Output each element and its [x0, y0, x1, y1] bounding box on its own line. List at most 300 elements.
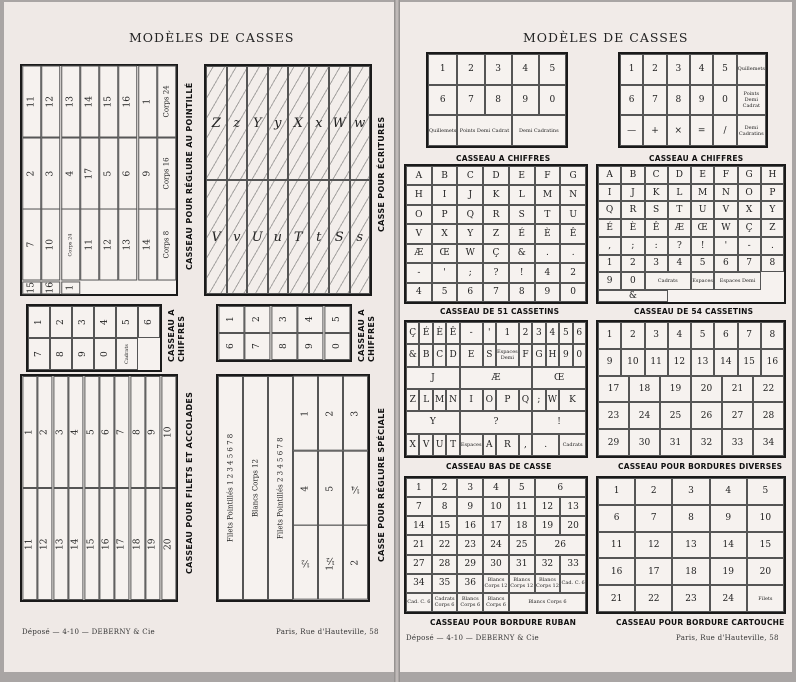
- cassetin: F: [519, 344, 532, 366]
- caption-51: CASSEAU DE 51 CASSETINS: [440, 307, 560, 316]
- cassetin: 12: [37, 488, 52, 600]
- cassetin: 22: [635, 585, 672, 612]
- cassetin: 1: [406, 478, 432, 497]
- footer-left: Déposé — 4-10 — DEBERNY & Cie: [406, 634, 539, 642]
- cassetin: 5: [691, 322, 714, 349]
- caption-bordure-cartouche: CASSEAU POUR BORDURE CARTOUCHE: [616, 618, 785, 627]
- cassetin: 2: [50, 306, 72, 338]
- casseau-chiffres-small-b: [216, 304, 352, 362]
- cassetin: 33: [722, 429, 753, 456]
- cassetin: 24: [710, 585, 747, 612]
- caption-chiffres-a: CASSEAU A CHIFFRES: [167, 309, 186, 362]
- cassetin: ?: [483, 263, 509, 282]
- cassetin: I: [598, 184, 621, 202]
- cassetin: 34: [753, 429, 784, 456]
- cassetin: 12: [99, 209, 118, 281]
- cassetin: Espaces: [691, 272, 714, 290]
- cassetin: 21: [406, 535, 432, 554]
- cassetin: T: [668, 201, 691, 219]
- footer-left: Déposé — 4-10 — DEBERNY & Cie: [22, 628, 155, 636]
- cassetin: 8: [672, 505, 709, 532]
- cassetin: 2: [621, 322, 644, 349]
- cassetin: 10: [41, 209, 60, 281]
- cassetin: 32: [691, 429, 722, 456]
- cassetin: 19: [710, 558, 747, 585]
- cassetin: M: [691, 184, 714, 202]
- cassetin: 0: [324, 333, 350, 360]
- cassetin: Y: [406, 411, 460, 433]
- cassetin: 9: [690, 85, 713, 116]
- cassetin: 28: [753, 402, 784, 429]
- cassetin: Z: [483, 224, 509, 243]
- cassetin: 15: [84, 488, 99, 600]
- cassetin: 25: [509, 535, 535, 554]
- cassetin: 23: [672, 585, 709, 612]
- cassetin: J: [457, 185, 483, 204]
- cassetin: T: [288, 180, 309, 294]
- cassetin: A: [598, 166, 621, 184]
- cassetin: Q: [519, 389, 532, 411]
- cassetin: 16: [598, 558, 635, 585]
- casseau-bordures-diverses: [596, 320, 786, 458]
- cassetin: 6: [598, 505, 635, 532]
- cassetin: Quillemets: [737, 54, 766, 85]
- cassetin: 1: [620, 54, 643, 85]
- cassetin: Æ: [406, 244, 432, 263]
- cassetin: 6: [218, 333, 244, 360]
- cassetin: Espaces: [460, 434, 483, 456]
- cassetin: 4: [690, 54, 713, 85]
- cassetin: 24: [483, 535, 509, 554]
- cassetin: J: [621, 184, 644, 202]
- cassetin: 5: [713, 54, 736, 85]
- cassetin: 4: [297, 306, 323, 333]
- cassetin: F: [714, 166, 737, 184]
- cassetin: 4: [668, 255, 691, 273]
- cassetin: 8: [485, 85, 512, 116]
- cassetin: 2: [560, 263, 586, 282]
- cassetin: 7: [406, 497, 432, 516]
- cassetin: 2: [37, 376, 52, 488]
- cassetin: &: [509, 244, 535, 263]
- casse-reglure-speciale: [216, 374, 370, 602]
- cassetin: Cad. C. 6: [406, 593, 432, 612]
- cassetin: w: [350, 66, 371, 180]
- cassetin: F: [535, 166, 561, 185]
- cassetin: 7: [738, 322, 761, 349]
- cassetin: 13: [691, 349, 714, 376]
- cassetin: 24: [629, 402, 660, 429]
- cassetin: 4: [94, 306, 116, 338]
- cassetin: 0: [560, 283, 586, 302]
- cassetin: y: [268, 66, 289, 180]
- cassetin: 6: [428, 85, 457, 116]
- casseau-chiffres-1: [426, 52, 568, 148]
- cassetin: t: [309, 180, 330, 294]
- cassetin: 2: [432, 478, 458, 497]
- cassetin: È: [621, 219, 644, 237]
- cassetin: 3: [343, 376, 368, 451]
- cassetin: 7: [457, 85, 484, 116]
- cassetin: .: [532, 434, 559, 456]
- cassetin: Œ: [691, 219, 714, 237]
- casseau-chiffres-2: [618, 52, 768, 148]
- cassetin: Œ: [532, 367, 586, 389]
- cassetin: S: [483, 344, 496, 366]
- cassetin: O: [406, 205, 432, 224]
- caption-chiffres-1: CASSEAU A CHIFFRES: [456, 154, 551, 163]
- cassetin: V: [406, 224, 432, 243]
- cassetin: 13: [672, 532, 709, 559]
- cassetin: ×: [667, 115, 690, 146]
- cassetin: 9: [145, 376, 160, 488]
- casseau-bordure-cartouche: [596, 476, 786, 614]
- cassetin: 9: [535, 283, 561, 302]
- cassetin: 3: [667, 54, 690, 85]
- cassetin: 17: [483, 516, 509, 535]
- cassetin: 8: [509, 283, 535, 302]
- cassetin: 36: [457, 574, 483, 593]
- cassetin: Filets: [747, 585, 784, 612]
- cassetin: T: [535, 205, 561, 224]
- cassetin: 4: [546, 322, 559, 344]
- cassetin: Ç: [406, 322, 419, 344]
- cassetin: 20: [691, 376, 722, 403]
- cassetin: Espaces Demi: [714, 272, 761, 290]
- cassetin: U: [560, 205, 586, 224]
- cassetin: 10: [161, 376, 176, 488]
- cassetin: V: [206, 180, 227, 294]
- cassetin: U: [247, 180, 268, 294]
- cassetin: È: [433, 322, 446, 344]
- cassetin: 7: [643, 85, 666, 116]
- cassetin: Z: [206, 66, 227, 180]
- cassetin: 3: [645, 322, 668, 349]
- caption-bordure-ruban: CASSEAU POUR BORDURE RUBAN: [430, 618, 577, 627]
- cassetin: s: [350, 180, 371, 294]
- cassetin: X: [738, 201, 761, 219]
- cassetin: 13: [560, 497, 586, 516]
- cassetin: :: [645, 237, 668, 255]
- cassetin: 2: [244, 306, 270, 333]
- cassetin: 15: [738, 349, 761, 376]
- cassetin: Espaces Demi: [496, 344, 519, 366]
- cassetin: 21: [722, 376, 753, 403]
- cassetin: 3: [532, 322, 545, 344]
- cassetin: N: [560, 185, 586, 204]
- cassetin: 4: [483, 478, 509, 497]
- caption-bordures-diverses: CASSEAU POUR BORDURES DIVERSES: [618, 462, 783, 471]
- cassetin: 1: [598, 478, 635, 505]
- cassetin: 6: [99, 376, 114, 488]
- cassetin: B: [621, 166, 644, 184]
- cassetin: Ê: [645, 219, 668, 237]
- cassetin: 31: [660, 429, 691, 456]
- cassetin: !: [532, 411, 586, 433]
- cassetin: K: [559, 389, 586, 411]
- casseau-51: [404, 164, 588, 304]
- cassetin: W: [457, 244, 483, 263]
- cassetin: 32: [535, 555, 561, 574]
- cassetin: G: [738, 166, 761, 184]
- cassetin: I: [460, 389, 483, 411]
- cassetin: C: [645, 166, 668, 184]
- cassetin: ,: [519, 434, 532, 456]
- cassetin: ½: [293, 525, 318, 600]
- cassetin: 7: [738, 255, 761, 273]
- cassetin: 6: [118, 138, 137, 210]
- cassetin: W: [546, 389, 559, 411]
- cassetin: 26: [691, 402, 722, 429]
- casseau-pointille: [20, 64, 178, 296]
- cassetin: Cadrats: [116, 338, 138, 370]
- cassetin: R: [496, 434, 519, 456]
- corps-label: Corps 24: [157, 66, 176, 138]
- cassetin: 30: [483, 555, 509, 574]
- cassetin: 11: [509, 497, 535, 516]
- cassetin: 18: [509, 516, 535, 535]
- caption-bas-de-casse: CASSEAU BAS DE CASSE: [446, 462, 552, 471]
- cassetin: 2: [519, 322, 532, 344]
- cassetin: 7: [244, 333, 270, 360]
- cassetin: H: [761, 166, 784, 184]
- cassetin: 20: [560, 516, 586, 535]
- cassetin: 17: [114, 488, 129, 600]
- cassetin: X: [432, 224, 458, 243]
- cassetin: x: [309, 66, 330, 180]
- cassetin: .: [535, 244, 561, 263]
- cassetin: R: [483, 205, 509, 224]
- cassetin: ?: [460, 411, 532, 433]
- cassetin: 10: [621, 349, 644, 376]
- cassetin: D: [483, 166, 509, 185]
- cassetin: 12: [41, 66, 60, 138]
- cassetin: X: [288, 66, 309, 180]
- cassetin: 35: [432, 574, 458, 593]
- cassetin: 1½: [318, 525, 343, 600]
- casseau-chiffres-small-a: [26, 304, 162, 372]
- cassetin: P: [496, 389, 519, 411]
- cassetin: 10: [747, 505, 784, 532]
- cassetin: 31: [509, 555, 535, 574]
- cassetin: Filets Pointillés 2 3 4 5 6 7 8: [268, 376, 293, 600]
- cassetin: 29: [457, 555, 483, 574]
- cassetin: 3: [672, 478, 709, 505]
- cassetin: W: [714, 219, 737, 237]
- cassetin: É: [419, 322, 432, 344]
- cassetin: S: [509, 205, 535, 224]
- cassetin: Points Demi Cadrat: [737, 85, 766, 116]
- cassetin: 2: [318, 376, 343, 451]
- cassetin: 7: [483, 283, 509, 302]
- cassetin: B: [432, 166, 458, 185]
- cassetin: 5: [691, 255, 714, 273]
- cassetin: 20: [161, 488, 176, 600]
- cassetin: 16: [761, 349, 784, 376]
- cassetin: L: [668, 184, 691, 202]
- cassetin: 4: [68, 376, 83, 488]
- cassetin: Cad. C. 6: [560, 574, 586, 593]
- cassetin: 17: [80, 138, 99, 210]
- cassetin: R: [621, 201, 644, 219]
- cassetin: .: [761, 237, 784, 255]
- cassetin: Ê: [560, 224, 586, 243]
- left-page: [4, 2, 394, 672]
- cassetin: ;: [457, 263, 483, 282]
- cassetin: 19: [535, 516, 561, 535]
- cassetin: 30: [629, 429, 660, 456]
- cassetin: 15: [22, 281, 41, 294]
- cassetin: V: [419, 434, 432, 456]
- cassetin: Cadrats: [559, 434, 586, 456]
- cassetin: C: [433, 344, 446, 366]
- cassetin: Z: [761, 219, 784, 237]
- cassetin: Q: [598, 201, 621, 219]
- cassetin: 1: [598, 322, 621, 349]
- cassetin: 1: [496, 322, 519, 344]
- cassetin: 11: [645, 349, 668, 376]
- caption-54: CASSEAU DE 54 CASSETINS: [634, 307, 754, 316]
- cassetin: 2: [621, 255, 644, 273]
- cassetin: 9: [598, 272, 621, 290]
- cassetin: 6: [714, 322, 737, 349]
- cassetin: 4: [668, 322, 691, 349]
- cassetin: 6: [573, 322, 586, 344]
- cassetin: 7: [22, 209, 41, 281]
- cassetin: 1: [428, 54, 457, 85]
- cassetin: E: [460, 344, 483, 366]
- cassetin: 15: [99, 66, 118, 138]
- cassetin: K: [483, 185, 509, 204]
- cassetin: 2: [643, 54, 666, 85]
- cassetin: J: [406, 367, 460, 389]
- cassetin: 3: [72, 306, 94, 338]
- cassetin: O: [738, 184, 761, 202]
- cassetin: 25: [660, 402, 691, 429]
- cassetin: N: [446, 389, 459, 411]
- cassetin: 5: [509, 478, 535, 497]
- page-title: MODÈLES DE CASSES: [523, 30, 689, 45]
- cassetin: B: [419, 344, 432, 366]
- cassetin: 6: [535, 478, 586, 497]
- cassetin: —: [620, 115, 643, 146]
- cassetin: D: [446, 344, 459, 366]
- cassetin: 4: [61, 138, 80, 210]
- cassetin: 3: [485, 54, 512, 85]
- cassetin: 1: [28, 306, 50, 338]
- cassetin: 14: [68, 488, 83, 600]
- cassetin: +: [643, 115, 666, 146]
- cassetin: 9: [559, 344, 572, 366]
- corps-label: Corps 16: [157, 138, 176, 210]
- cassetin: 6: [714, 255, 737, 273]
- cassetin: v: [227, 180, 248, 294]
- cassetin: 0: [713, 85, 736, 116]
- cassetin: 27: [722, 402, 753, 429]
- cassetin: N: [714, 184, 737, 202]
- cassetin: 8: [50, 338, 72, 370]
- cassetin: Ç: [738, 219, 761, 237]
- cassetin: 13: [118, 209, 137, 281]
- cassetin: !: [691, 237, 714, 255]
- cassetin: 4: [293, 451, 318, 526]
- cassetin: Blancs Corps 12: [483, 574, 509, 593]
- cassetin: 6: [620, 85, 643, 116]
- cassetin: 1: [22, 376, 37, 488]
- corps-label: Corps 8: [157, 209, 176, 281]
- cassetin: 16: [457, 516, 483, 535]
- caption-pointille: CASSEAU POUR RÉGLURE AU POINTILLÉ: [185, 82, 194, 270]
- cassetin: 3: [645, 255, 668, 273]
- cassetin: Cadrats: [645, 272, 692, 290]
- cassetin: 5: [99, 138, 118, 210]
- cassetin: 13: [61, 66, 80, 138]
- cassetin: 12: [635, 532, 672, 559]
- cassetin: ¼: [343, 451, 368, 526]
- cassetin: ': [714, 237, 737, 255]
- cassetin: 8: [271, 333, 297, 360]
- cassetin: A: [483, 434, 496, 456]
- cassetin: É: [598, 219, 621, 237]
- cassetin: 23: [457, 535, 483, 554]
- cassetin: 6: [138, 306, 160, 338]
- cassetin: É: [509, 224, 535, 243]
- cassetin: Æ: [460, 367, 532, 389]
- cassetin: 17: [635, 558, 672, 585]
- cassetin: 2: [22, 138, 41, 210]
- casseau-54: [596, 164, 786, 304]
- cassetin: 6: [457, 283, 483, 302]
- caption-chiffres-b: CASSEAU A CHIFFRES: [357, 309, 376, 362]
- cassetin: 3: [271, 306, 297, 333]
- cassetin: 8: [432, 497, 458, 516]
- cassetin: -: [738, 237, 761, 255]
- cassetin: 4: [512, 54, 539, 85]
- cassetin: 18: [629, 376, 660, 403]
- cassetin: 9: [297, 333, 323, 360]
- cassetin: z: [227, 66, 248, 180]
- cassetin: 15: [432, 516, 458, 535]
- cassetin: G: [532, 344, 545, 366]
- cassetin: L: [419, 389, 432, 411]
- cassetin: 5: [559, 322, 572, 344]
- cassetin: 14: [138, 209, 157, 281]
- cassetin: 23: [598, 402, 629, 429]
- cassetin: &: [406, 344, 419, 366]
- cassetin: C: [457, 166, 483, 185]
- cassetin: Blancs Corps 12: [509, 574, 535, 593]
- cassetin: Z: [406, 389, 419, 411]
- cassetin: Ê: [446, 322, 459, 344]
- cassetin: 29: [598, 429, 629, 456]
- cassetin: 0: [94, 338, 116, 370]
- cassetin: /: [713, 115, 736, 146]
- cassetin: D: [668, 166, 691, 184]
- cassetin: 7: [28, 338, 50, 370]
- cassetin: 1: [293, 376, 318, 451]
- cassetin: 8: [130, 376, 145, 488]
- cassetin: 10: [483, 497, 509, 516]
- cassetin: E: [691, 166, 714, 184]
- cassetin: G: [560, 166, 586, 185]
- cassetin: Demi Cadratins: [512, 115, 566, 146]
- cassetin: 14: [714, 349, 737, 376]
- cassetin: 9: [710, 505, 747, 532]
- cassetin: W: [329, 66, 350, 180]
- cassetin: E: [509, 166, 535, 185]
- cassetin: Æ: [668, 219, 691, 237]
- cassetin: P: [432, 205, 458, 224]
